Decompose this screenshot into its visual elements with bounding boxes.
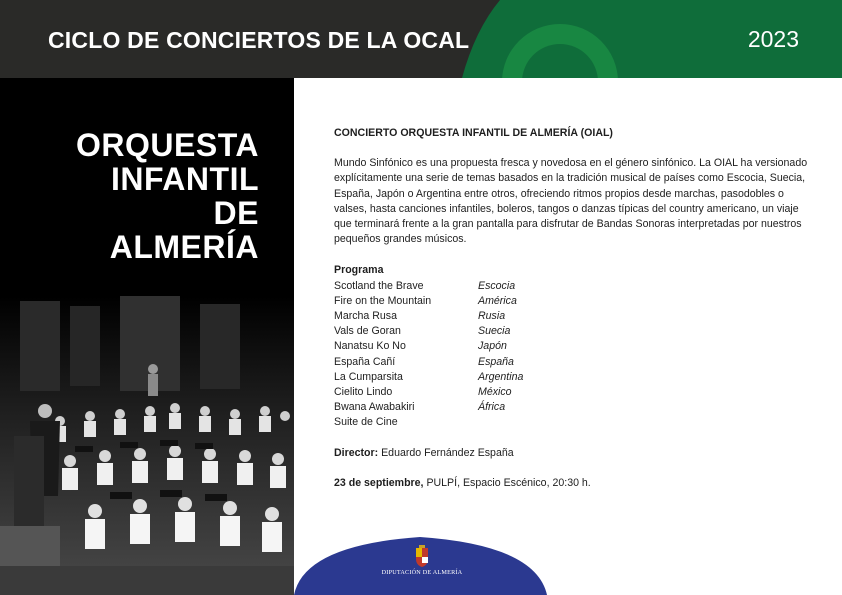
piece-origin: Japón (478, 340, 507, 353)
title-line: DE (213, 195, 259, 231)
program-item (334, 355, 814, 370)
program-item (334, 279, 814, 294)
program-item (334, 294, 814, 309)
header-banner (0, 0, 842, 78)
piece-origin: México (478, 386, 512, 399)
program-item (334, 324, 814, 339)
program-item (334, 385, 814, 400)
piece-origin: África (478, 401, 506, 414)
piece-title: Marcha Rusa (334, 310, 397, 323)
piece-origin: España (478, 355, 514, 368)
concert-heading: CONCIERTO ORQUESTA INFANTIL DE ALMERÍA (OIAL) (334, 127, 613, 139)
director-line (334, 446, 814, 461)
piece-title: Cielito Lindo (334, 386, 393, 399)
piece-title: Suite de Cine (334, 416, 398, 429)
program-heading: Programa (334, 264, 384, 277)
piece-title: Nanatsu Ko No (334, 340, 406, 353)
coat-of-arms-icon (415, 545, 429, 567)
program-item (334, 415, 814, 430)
piece-title: La Cumparsita (334, 370, 403, 383)
piece-title: España Cañí (334, 355, 396, 368)
director-label: Director: (334, 446, 379, 459)
concert-description: Mundo Sinfónico es una propuesta fresca y novedosa en el género sinfónico. La OIAL ha versionado explícitamente una serie de temas basados en la tradición musical de países como Escocia, Suecia, España, Japón o Argentina entre otros, ofreciendo ritmos propios desde marchas, pasodobles o valses, hasta canciones infantiles, boleros, tangos o danzas típicas del country americano, un viaje que terminará frente a la gran pantalla para disfrutar de Bandas Sonoras interpretadas por nuestros pequeños grandes músicos. (334, 157, 808, 246)
piece-origin: Rusia (478, 310, 506, 323)
title-line: ALMERÍA (109, 229, 259, 265)
piece-origin: América (478, 294, 517, 307)
piece-origin: Argentina (478, 370, 524, 383)
orchestra-title (0, 128, 259, 264)
year-label: 2023 (747, 26, 799, 52)
date-venue-line (334, 476, 814, 491)
concert-date: 23 de septiembre, (334, 476, 424, 489)
diputacion-logo (374, 545, 470, 585)
title-line: INFANTIL (111, 161, 259, 197)
orchestra-photo (0, 296, 294, 595)
program-item (334, 339, 814, 354)
director-name: Eduardo Fernández España (381, 446, 514, 459)
piece-origin: Suecia (478, 325, 511, 338)
program-item (334, 370, 814, 385)
piece-title: Scotland the Brave (334, 279, 424, 292)
concert-venue-time: PULPÍ, Espacio Escénico, 20:30 h. (426, 476, 591, 489)
piece-title: Bwana Awabakiri (334, 401, 415, 414)
left-panel (0, 78, 294, 595)
program-item (334, 400, 814, 415)
title-line: ORQUESTA (76, 127, 259, 163)
program-item (334, 309, 814, 324)
piece-origin: Escocia (478, 279, 516, 292)
logo-text: DIPUTACIÓN DE ALMERÍA (381, 569, 463, 576)
piece-title: Vals de Goran (334, 325, 401, 338)
piece-title: Fire on the Mountain (334, 294, 432, 307)
series-title: CICLO DE CONCIERTOS DE LA OCAL (48, 27, 470, 53)
concert-details (334, 126, 814, 491)
